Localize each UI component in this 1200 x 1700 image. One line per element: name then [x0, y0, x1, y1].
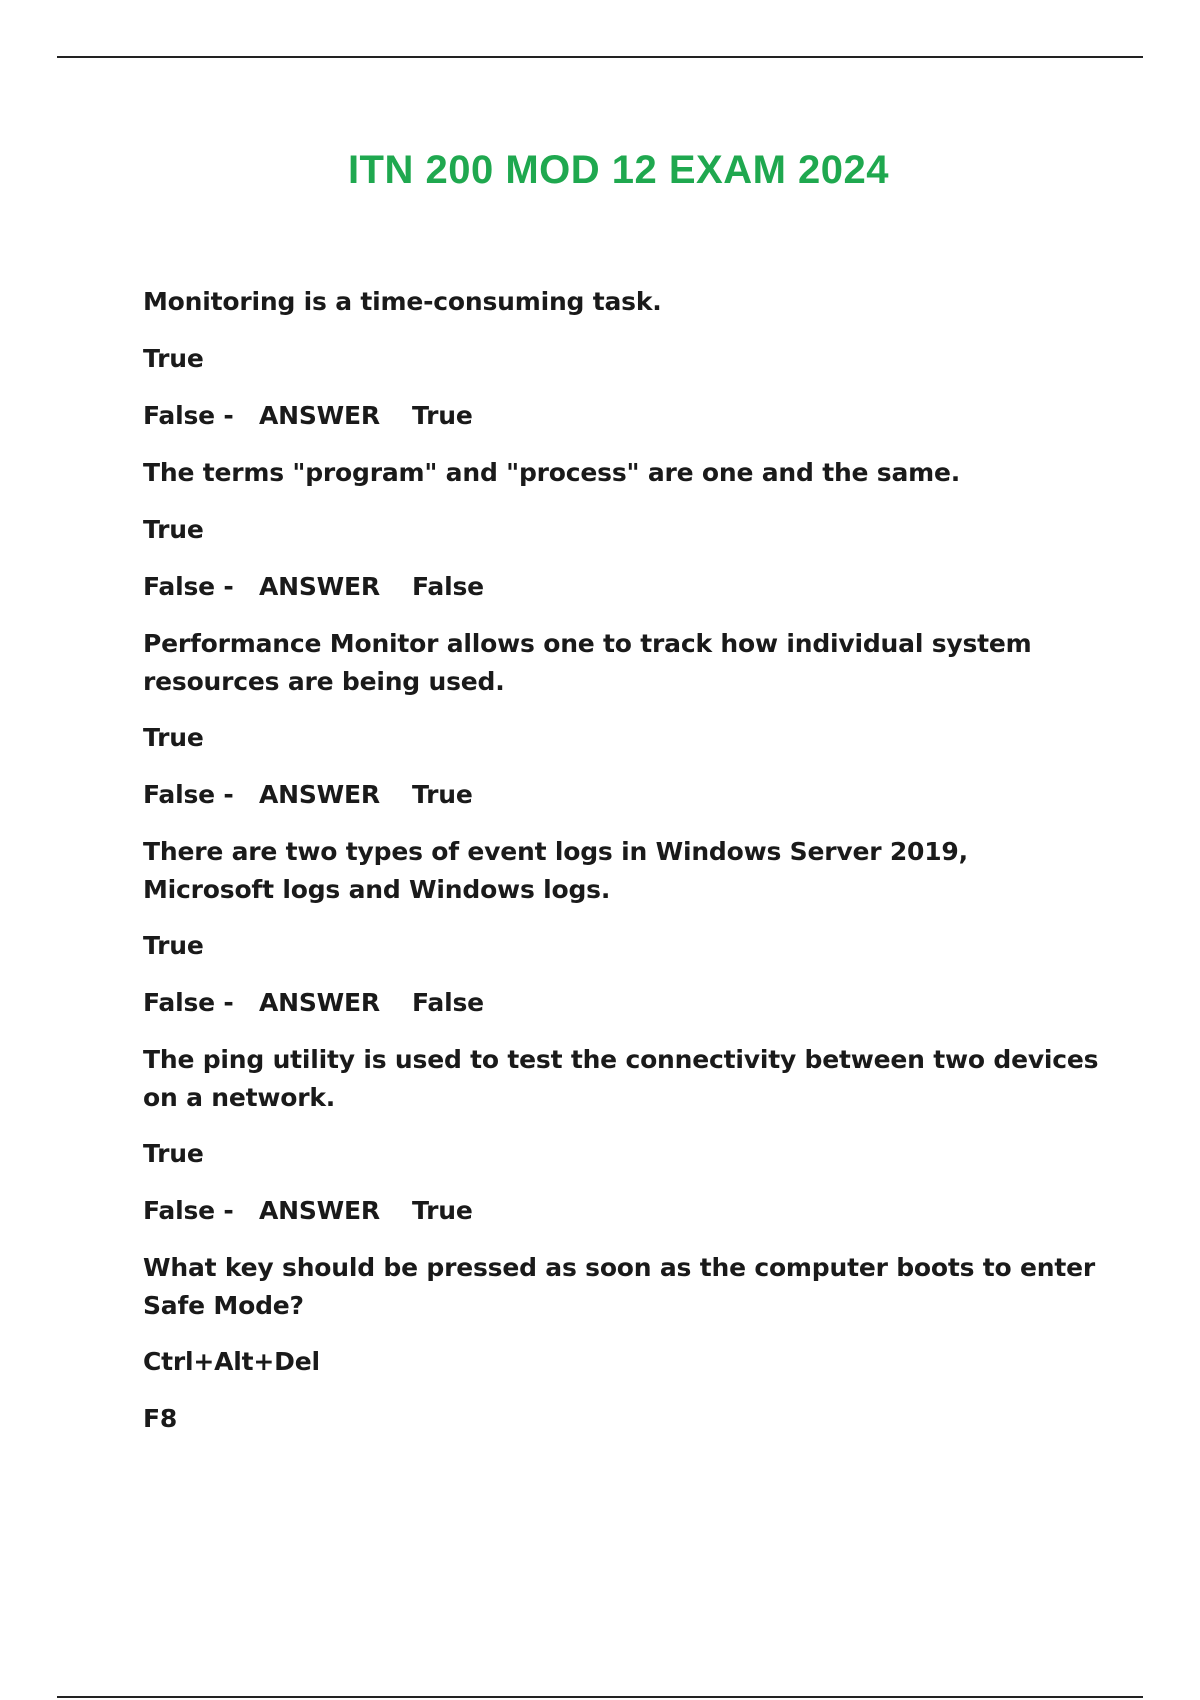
bottom-rule: [57, 1696, 1143, 1698]
answer-label: ANSWER: [259, 572, 380, 601]
answer-value: False: [412, 988, 484, 1017]
answer-label: ANSWER: [259, 401, 380, 430]
answer-value: True: [412, 401, 473, 430]
option-true: True: [143, 1139, 204, 1168]
question-text: Performance Monitor allows one to track how individual system resources are being used.: [143, 629, 1032, 696]
question-text: What key should be pressed as soon as the computer boots to enter Safe Mode?: [143, 1253, 1096, 1320]
document-title: ITN 200 MOD 12 EXAM 2024: [347, 148, 890, 192]
answer-line: [143, 397, 1103, 435]
answer-line: [143, 1192, 1103, 1230]
answer-line: [143, 568, 1103, 606]
answer-label: ANSWER: [259, 1196, 380, 1225]
option-false: False -: [143, 1196, 234, 1225]
option-true: True: [143, 723, 204, 752]
question-list: [143, 283, 1103, 1457]
question-text: The ping utility is used to test the connectivity between two devices on a network.: [143, 1045, 1099, 1112]
option-true: True: [143, 931, 204, 960]
question-text: Monitoring is a time-consuming task.: [143, 287, 662, 316]
answer-label: ANSWER: [259, 780, 380, 809]
top-rule: [57, 56, 1143, 58]
option-true: True: [143, 344, 204, 373]
question-text: The terms "program" and "process" are one and the same.: [143, 458, 961, 487]
option-false: False -: [143, 988, 234, 1017]
option-item: F8: [143, 1404, 178, 1433]
answer-line: [143, 776, 1103, 814]
question-text: There are two types of event logs in Windows Server 2019, Microsoft logs and Windows logs.: [143, 837, 968, 904]
answer-line: [143, 984, 1103, 1022]
answer-value: False: [412, 572, 484, 601]
answer-label: ANSWER: [259, 988, 380, 1017]
option-false: False -: [143, 401, 234, 430]
option-false: False -: [143, 572, 234, 601]
option-item: Ctrl+Alt+Del: [143, 1347, 320, 1376]
answer-value: True: [412, 1196, 473, 1225]
answer-value: True: [412, 780, 473, 809]
option-true: True: [143, 515, 204, 544]
option-false: False -: [143, 780, 234, 809]
